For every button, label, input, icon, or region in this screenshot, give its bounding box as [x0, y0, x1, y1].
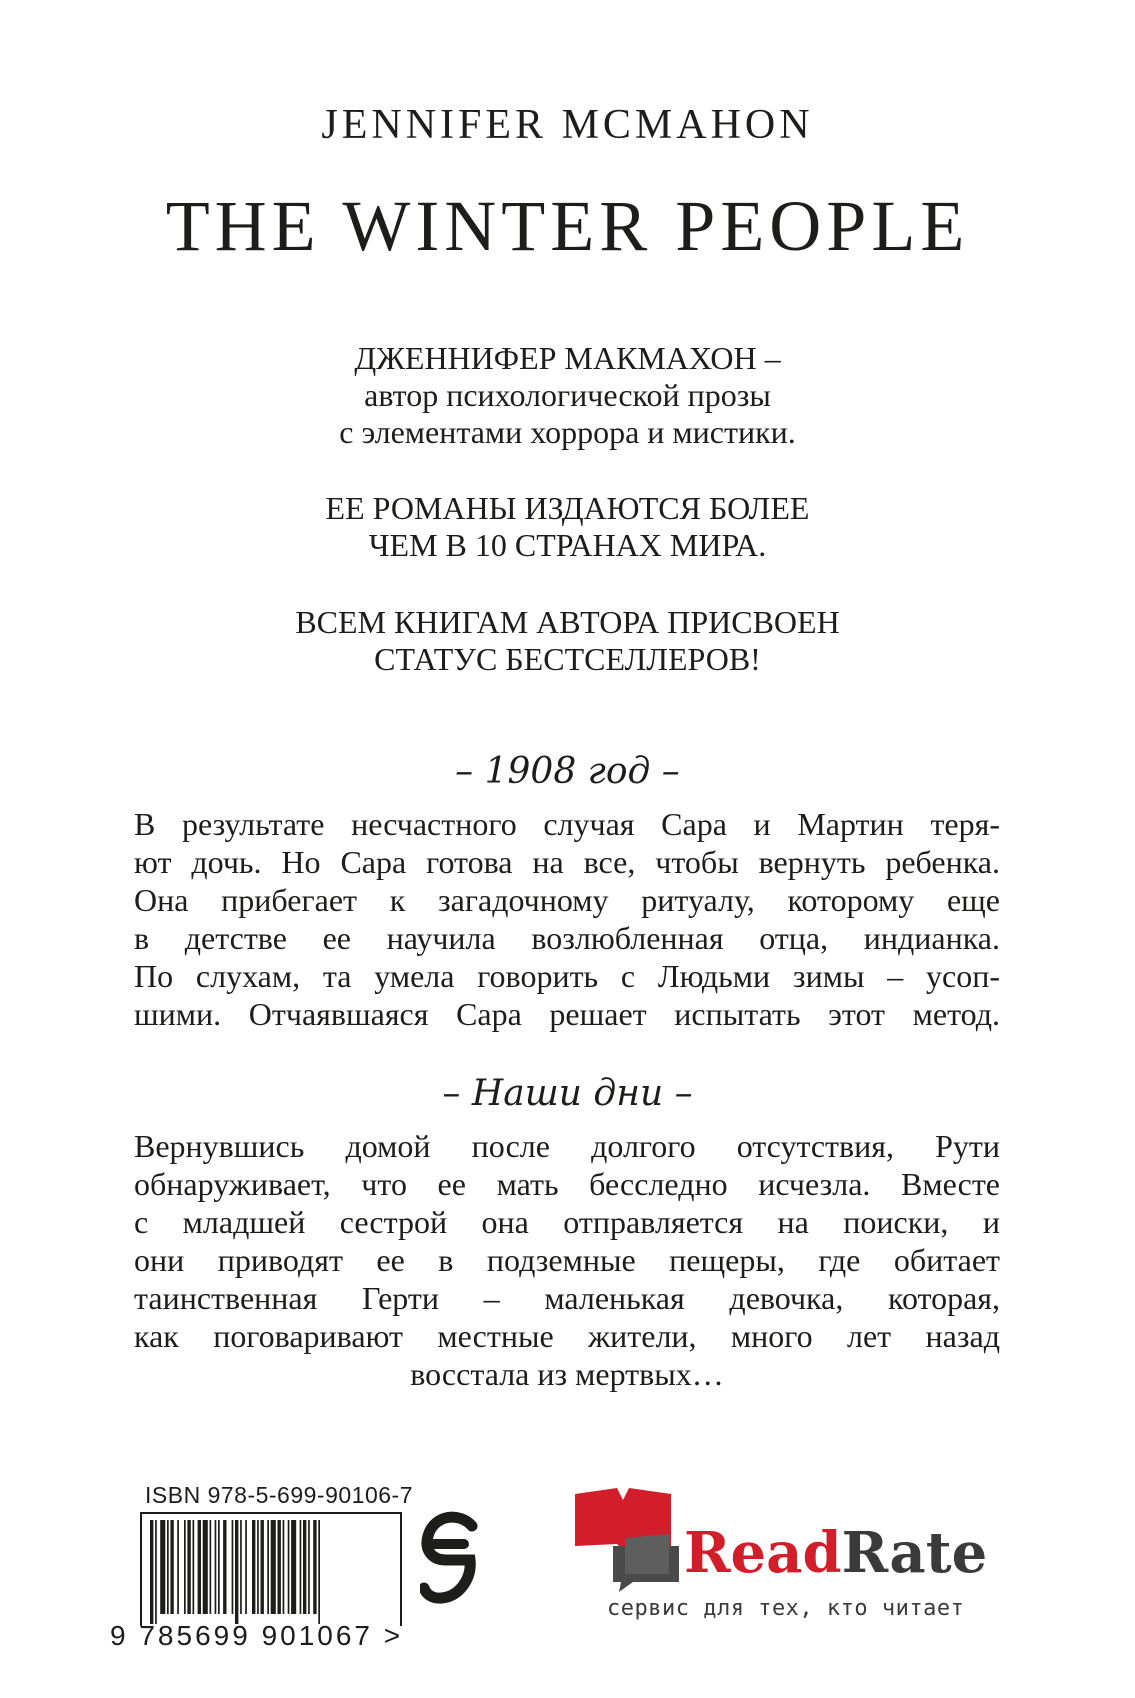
barcode-bar: [267, 1520, 269, 1614]
barcode-bar: [193, 1520, 195, 1614]
barcode-bar: [291, 1520, 296, 1614]
barcode-bar: [223, 1520, 226, 1614]
barcode-bar: [308, 1520, 310, 1614]
barcode-bar: [278, 1520, 281, 1614]
barcode-bar: [184, 1520, 186, 1614]
readrate-tagline: сервис для тех, кто читает: [607, 1596, 965, 1621]
blurb-line: СТАТУС БЕСТСЕЛЛЕРОВ!: [374, 641, 761, 677]
section-present-text: [134, 1127, 1000, 1393]
barcode-bar: [167, 1520, 169, 1614]
paragraph-line: В результате несчастного случая Сара и Мартин теря-: [134, 806, 1000, 842]
barcode-bars: [148, 1520, 392, 1624]
paragraph-line: обнаруживает, что ее мать бесследно исчезла. Вместе: [134, 1166, 1000, 1202]
barcode-bar: [150, 1520, 153, 1624]
barcode-bar: [210, 1520, 212, 1614]
paragraph-line: с младшей сестрой она отправляется на поиски, и: [134, 1204, 1000, 1240]
blurb-author-intro: [0, 340, 1135, 451]
section-heading-present: – Наши дни –: [442, 1073, 693, 1114]
blurb-countries: [0, 490, 1135, 564]
barcode-bar: [300, 1520, 302, 1614]
barcode-bar: [252, 1520, 255, 1614]
barcode-digits: 9 785699 901067 >: [110, 1620, 404, 1651]
barcode-bar: [271, 1520, 276, 1614]
paragraph-line: они приводят ее в подземные пещеры, где обитает: [134, 1242, 1000, 1278]
blurb-line: с элементами хоррора и мистики.: [339, 414, 796, 450]
paragraph-line: Вернувшись домой после долгого отсутствия, Рути: [134, 1128, 1000, 1164]
section-heading-1908: – 1908 год –: [455, 751, 680, 792]
blurb-line: ЕЕ РОМАНЫ ИЗДАЮТСЯ БОЛЕЕ: [325, 490, 810, 526]
blurb-line: ВСЕМ КНИГАМ АВТОРА ПРИСВОЕН: [295, 604, 840, 640]
paragraph-line: восстала из мертвых…: [410, 1356, 724, 1392]
barcode-bar: [303, 1520, 306, 1614]
barcode-bar: [198, 1520, 201, 1614]
barcode-bar: [215, 1520, 217, 1614]
book-title: THE WINTER PEOPLE: [165, 186, 970, 266]
readrate-wordmark: [684, 1520, 987, 1586]
barcode-bar: [257, 1520, 259, 1614]
barcode-bar: [160, 1520, 165, 1614]
paragraph-line: ют дочь. Но Сара готова на все, чтобы вернуть ребенка.: [134, 844, 1000, 880]
barcode-bar: [232, 1520, 234, 1614]
barcode-bar: [170, 1520, 173, 1614]
blurb-line: ДЖЕННИФЕР МАКМАХОН –: [354, 340, 781, 376]
paragraph-line: в детстве ее научила возлюбленная отца, индианка.: [134, 920, 1000, 956]
barcode-bar: [187, 1520, 190, 1614]
paragraph-line: По слухам, та умела говорить с Людьми зимы – усоп-: [134, 958, 1000, 994]
book-speech-bubble-icon: [573, 1488, 683, 1592]
barcode-bar: [261, 1520, 264, 1614]
barcode-bar: [203, 1520, 208, 1614]
barcode-bar: [177, 1520, 179, 1614]
isbn-label: ISBN 978-5-699-90106-7: [145, 1482, 413, 1508]
author-name: JENNIFER MCMAHON: [321, 102, 814, 148]
readrate-rate: Rate: [841, 1520, 988, 1586]
blurb-line: ЧЕМ В 10 СТРАНАХ МИРА.: [368, 527, 767, 563]
paragraph-line: шими. Отчаявшаяся Сара решает испытать этот метод.: [134, 996, 1000, 1032]
eksmo-logo-icon: [420, 1508, 480, 1608]
paragraph-line: Она прибегает к загадочному ритуалу, которому еще: [134, 882, 1000, 918]
blurb-bestsellers: [0, 604, 1135, 678]
readrate-read: Read: [684, 1520, 842, 1586]
barcode-bar: [218, 1520, 220, 1614]
barcode-bar: [288, 1520, 290, 1614]
barcode-bar: [283, 1520, 285, 1614]
barcode-bar: [318, 1520, 320, 1624]
paragraph-line: как поговаривают местные жители, много лет назад: [134, 1318, 1000, 1354]
barcode-bar: [313, 1520, 316, 1614]
blurb-line: автор психологической прозы: [364, 377, 771, 413]
barcode-bar: [245, 1520, 247, 1614]
barcode-bar: [155, 1520, 157, 1624]
barcode-bar: [235, 1520, 238, 1624]
barcode-bar: [240, 1520, 242, 1614]
section-1908-text: [134, 805, 1000, 1033]
paragraph-line: таинственная Герти – маленькая девочка, которая,: [134, 1280, 1000, 1316]
